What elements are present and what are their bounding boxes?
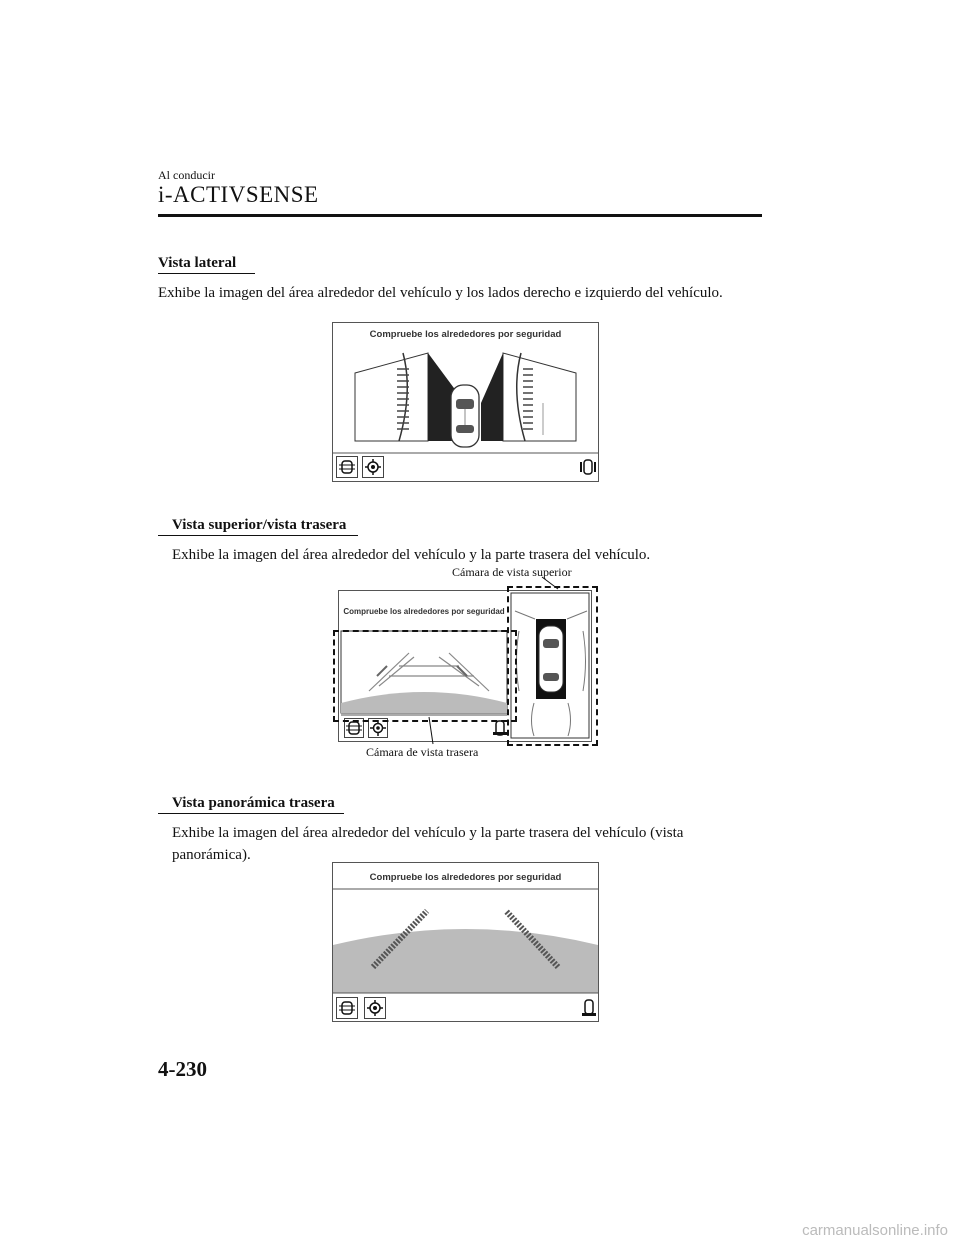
section-title: i-ACTIVSENSE	[158, 182, 319, 207]
callout-rear-camera: Cámara de vista trasera	[366, 745, 479, 759]
panoramic-rear-view-screen	[332, 862, 599, 1022]
side-view-screen	[332, 322, 599, 482]
callout-top-camera: Cámara de vista superior	[452, 565, 572, 579]
heading-vista-superior: Vista superior/vista trasera	[172, 517, 347, 533]
screen-banner: Compruebe los alrededores por seguridad	[369, 872, 562, 883]
description-vista-panoramica: Exhibe la imagen del área alrededor del vehículo y la parte trasera del vehículo (vista panorámica).	[172, 825, 684, 863]
vehicle-sensor-icon[interactable]	[581, 997, 597, 1019]
rear-camera-highlight	[333, 630, 517, 722]
gear-icon[interactable]	[362, 456, 384, 478]
heading-underline	[158, 273, 255, 274]
page-number: 4-230	[158, 1057, 207, 1081]
camera-view-switch-icon[interactable]	[336, 997, 358, 1019]
screen-banner: Compruebe los alrededores por seguridad	[369, 329, 562, 340]
heading-underline	[158, 535, 358, 536]
heading-underline	[158, 813, 344, 814]
top-camera-highlight	[507, 586, 598, 746]
watermark: carmanualsonline.info	[802, 1222, 948, 1239]
vehicle-sensor-icon[interactable]	[579, 457, 597, 477]
heading-vista-panoramica: Vista panorámica trasera	[172, 795, 335, 811]
description-vista-superior: Exhibe la imagen del área alrededor del vehículo y la parte trasera del vehículo.	[172, 547, 651, 563]
callout-leader-bottom	[425, 716, 437, 746]
chapter-label: Al conducir	[158, 168, 215, 182]
description-vista-lateral: Exhibe la imagen del área alrededor del vehículo y los lados derecho e izquierdo del vehículo.	[158, 285, 723, 301]
header-rule	[158, 214, 762, 217]
screen-banner: Compruebe los alrededores por seguridad	[343, 607, 505, 616]
heading-vista-lateral: Vista lateral	[158, 255, 237, 271]
gear-icon[interactable]	[364, 997, 386, 1019]
camera-view-switch-icon[interactable]	[336, 456, 358, 478]
